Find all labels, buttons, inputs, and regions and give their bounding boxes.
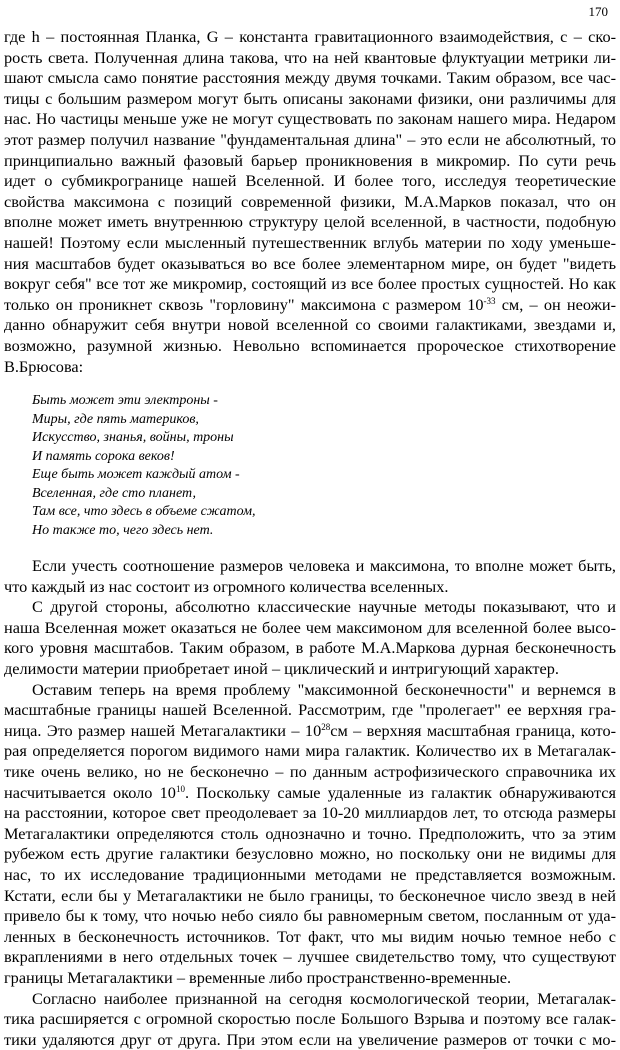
text-line: что каждый из нас состоит из огромного количества вселенных. xyxy=(4,576,449,596)
exponent: 28 xyxy=(321,721,331,732)
text-line: данно обнаружит себя внутри новой вселенной со своими галактиками, звездами и, xyxy=(4,315,616,335)
text-line: тика расширяется с огромной скоростью после Большого Взрыва и поэтому все галак- xyxy=(4,1009,616,1029)
text-line: на расстоянии, которое свет преодолевает за 10-20 миллиардов лет, то отсюда размеры xyxy=(4,803,616,823)
poem-line: Искусство, знанья, войны, троны xyxy=(32,430,234,446)
text-line: Оставим теперь на время проблему "максимонной бесконечности" и вернемся в xyxy=(32,679,616,699)
paragraph-3 xyxy=(4,597,616,679)
text-line: тике очень велико, но не бесконечно – по данным астрофизического справочника их xyxy=(4,762,616,782)
text-line-with-exponent xyxy=(4,783,616,804)
text-line: рая определяется порогом видимого нами мира галактик. Количество их в Метагалак- xyxy=(4,741,616,761)
text-line: наша Вселенная может оказаться не более чем максимоном для вселенной более высо- xyxy=(4,617,616,637)
text-line-with-exponent xyxy=(4,295,616,316)
poem-line: Быть может эти электроны - xyxy=(32,393,218,409)
paragraph-2 xyxy=(4,556,616,597)
text-segment: насчитывается около 10 xyxy=(4,782,176,802)
text-segment: см, – он неожи- xyxy=(495,294,616,314)
poem-line: Миры, где пять материков, xyxy=(32,411,199,427)
text-line: привело бы к тому, что ночью небо сияло бы равномерным светом, посланным от уда- xyxy=(4,906,616,926)
page-number: 170 xyxy=(588,4,608,19)
text-line-with-exponent xyxy=(4,721,616,742)
text-line: где h – постоянная Планка, G – константа гравитационного взаимодействия, с – ско- xyxy=(4,27,616,46)
paragraph-5 xyxy=(4,989,616,1050)
text-line: вкраплениями в него отдельных точек – лучшее свидетельство тому, что существуют xyxy=(4,947,616,967)
text-line: делимости материи приобретает иной – циклический и интригующий характер. xyxy=(4,659,559,679)
exponent: -33 xyxy=(483,295,496,306)
text-line: масштабные границы нашей Вселенной. Рассмотрим, где "пролегает" ее верхняя гра- xyxy=(4,700,616,720)
text-line: Если учесть соотношение размеров человека и максимона, то вполне может быть, xyxy=(32,556,616,576)
text-line: рость света. Полученная длина такова, что на ней квантовые флуктуации метрики ли- xyxy=(4,47,616,67)
text-line: С другой стороны, абсолютно классические научные методы показывают, что и xyxy=(32,597,616,617)
text-line: ния масштабов будет оказываться во все более элементарном мире, он будет "видеть xyxy=(4,253,616,273)
text-line: вполне может иметь внутреннюю структуру целой вселенной, в частности, подобную xyxy=(4,212,616,232)
text-segment: см – верхняя масштабная граница, кото- xyxy=(330,720,617,740)
exponent: 10 xyxy=(175,783,185,794)
text-line: возможно, разумной жизнью. Невольно вспоминается пророческое стихотворение xyxy=(4,335,616,355)
paragraph-1 xyxy=(4,27,616,377)
text-line: В.Брюсова: xyxy=(4,356,84,376)
poem xyxy=(32,392,616,540)
body-text xyxy=(4,27,616,1050)
paragraph-4 xyxy=(4,680,616,989)
text-segment: только он проникнет сквозь "горловину" максимона с размером 10 xyxy=(4,294,484,314)
text-segment: ница. Это размер нашей Метагалактики – 10 xyxy=(4,720,322,740)
poem-line: И память сорока веков! xyxy=(32,448,175,464)
poem-line: Но также то, чего здесь нет. xyxy=(32,522,214,538)
text-line: границы Метагалактики – временные либо пространственно-временные. xyxy=(4,967,512,987)
text-line: тицы с большим размером могут быть описаны законами физики, они различимы для xyxy=(4,88,616,108)
text-line: нас. Но частицы меньше уже не могут существовать по законам нашего мира. Недаром xyxy=(4,109,616,129)
text-segment: . Поскольку самые удаленные из галактик обнаруживаются xyxy=(184,782,617,802)
poem-line: Там все, что здесь в объеме сжатом, xyxy=(32,504,256,520)
text-line: ленных в бесконечность источников. Тот факт, что мы видим ночью темное небо с xyxy=(4,926,616,946)
text-line: нашей! Поэтому если мысленный путешественник вглубь материи по ходу уменьше- xyxy=(4,232,616,252)
text-line: принципиально важный фазовый барьер проникновения в микромир. По сути речь xyxy=(4,150,616,170)
text-line: Кстати, если бы у Метагалактики не было границы, то бесконечное число звезд в ней xyxy=(4,885,616,905)
poem-line: Еще быть может каждый атом - xyxy=(32,467,240,483)
text-line: шают смысла само понятие расстояния между двумя точками. Таким образом, все час- xyxy=(4,68,616,88)
text-line: тики удаляются друг от друга. При этом если на увеличение размеров от точки с мо- xyxy=(4,1029,616,1049)
text-line: нас, то их исследование традиционными методами не представляется возможным. xyxy=(4,865,616,884)
poem-line: Вселенная, где сто планет, xyxy=(32,485,196,501)
text-line: идет о субмикрогранице нашей Вселенной. И более того, исследуя теоретические xyxy=(4,171,616,191)
text-line: вокруг себя" все тот же микромир, состоящий из все более простых сущностей. Но как xyxy=(4,274,616,294)
text-line: кого уровня масштабов. Таким образом, в работе М.А.Маркова дурная бесконечность xyxy=(4,638,616,658)
text-line: этот размер получил название "фундаментальная длина" – это если не абсолютный, то xyxy=(4,129,616,149)
text-line: свойства максимона с позиций современной физики, М.А.Марков показал, что он xyxy=(4,191,616,211)
text-line: рубежом есть другие галактики безусловно можно, но поскольку они не видимы для xyxy=(4,844,616,864)
text-line: Метагалактики определяются столь однозначно и точно. Предположить, что за этим xyxy=(4,823,616,843)
text-line: Согласно наиболее признанной на сегодня космологической теории, Метагалак- xyxy=(32,988,616,1008)
